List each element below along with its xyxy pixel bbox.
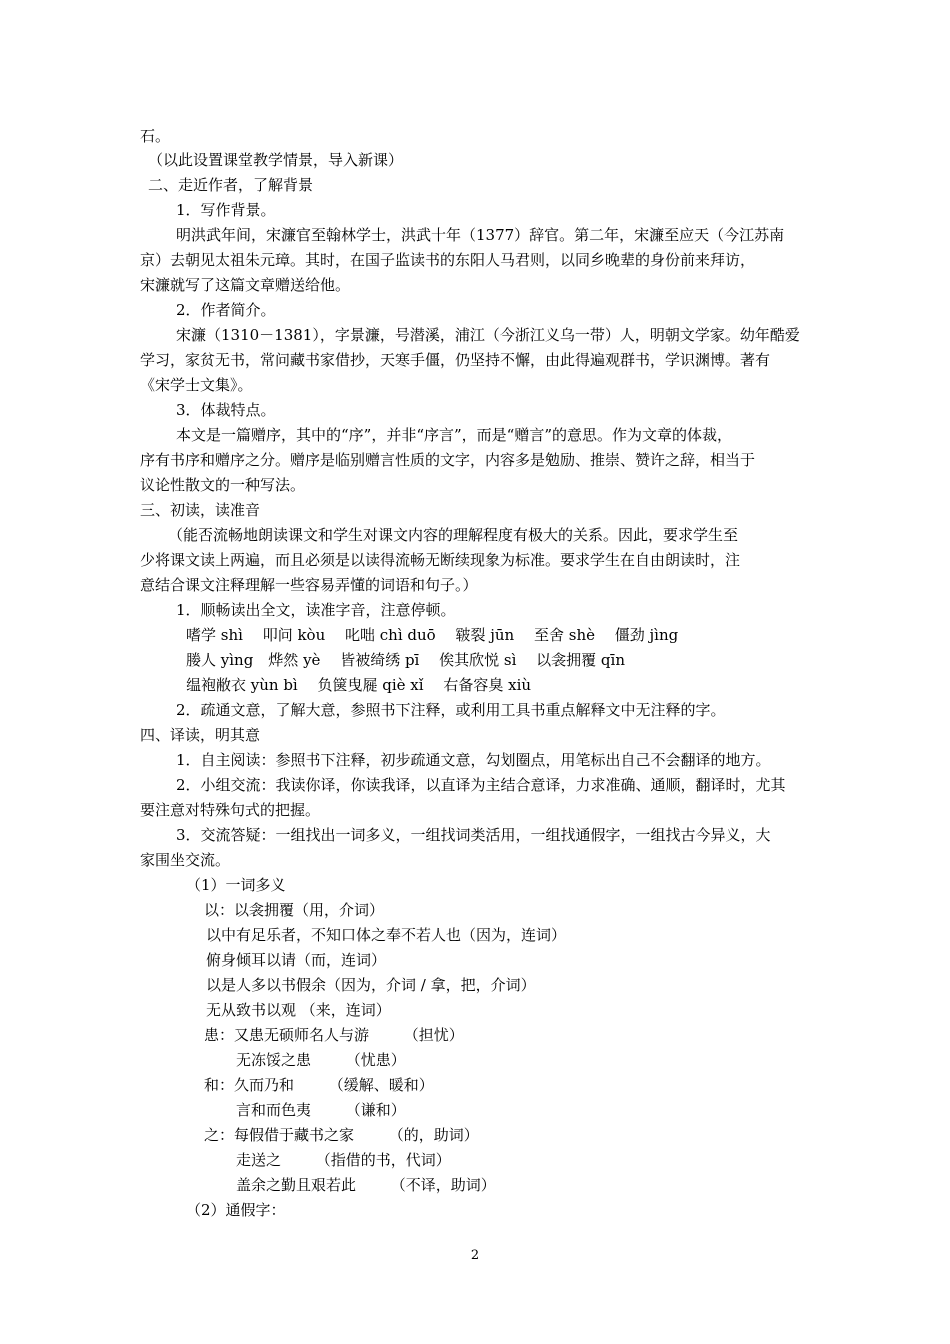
vocab-entry: 言和而色夷 （谦和） [236,1101,406,1119]
vocab-entry: 俯身倾耳以请（而，连词） [206,951,387,969]
pronunciation-line: 缊袍敝衣 yùn bì 负箧曳屣 qiè xǐ 右备容臭 xiù [186,676,532,694]
text-line: 京）去朝见太祖朱元璋。其时，在国子监读书的东阳人马君则，以同乡晚辈的身份前来拜访， [140,251,756,269]
subsection-heading: 1．顺畅读出全文，读准字音，注意停顿。 [176,601,456,619]
vocab-entry: 以是人多以书假余（因为，介词 / 拿，把，介词） [206,976,536,994]
subsection-heading: 2．作者简介。 [176,301,276,319]
text-line: 《宋学士文集》。 [140,376,253,394]
vocab-entry: 无冻馁之患 （忧患） [236,1051,406,1069]
vocab-entry: 无从致书以观 （来，连词） [206,1001,391,1019]
section-heading: 二、走近作者，了解背景 [148,176,314,194]
text-line: 宋濂就写了这篇文章赠送给他。 [140,276,351,294]
page-number: 2 [470,1248,480,1263]
pronunciation-line: 嗜学 shì 叩问 kòu 叱咄 chì duō 皲裂 jūn 至舍 shè 僵劲 jìng [186,626,679,644]
subsection-heading: 1．写作背景。 [176,201,276,219]
text-line: 序有书序和赠序之分。赠序是临别赠言性质的文字，内容多是勉励、推崇、赞许之辞，相当于 [140,451,756,469]
subsection-heading: （1）一词多义 [186,876,286,894]
text-line: 少将课文读上两遍，而且必须是以读得流畅无断续现象为标准。要求学生在自由朗读时，注 [140,551,741,569]
text-line: 学习，家贫无书，常问藏书家借抄，天寒手僵，仍坚持不懈，由此得遍观群书，学识渊博。著有 [140,351,771,369]
text-line: 明洪武年间，宋濂官至翰林学士，洪武十年（1377）辞官。第二年，宋濂至应天（今江苏南 [176,226,785,244]
vocab-entry: 走送之 （指借的书，代词） [236,1151,451,1169]
vocab-entry: 和：久而乃和 （缓解、暖和） [204,1076,434,1094]
section-heading: 三、初读，读准音 [140,501,261,519]
text-line: （以此设置课堂教学情景，导入新课） [148,151,404,169]
vocab-entry: 盖余之勤且艰若此 （不译，助词） [236,1176,496,1194]
text-line: 要注意对特殊句式的把握。 [140,801,321,819]
text-line: 2．小组交流：我读你译，你读我译，以直译为主结合意译，力求准确、通顺，翻译时，尤其 [176,776,786,794]
text-line: （能否流畅地朗读课文和学生对课文内容的理解程度有极大的关系。因此，要求学生至 [168,526,739,544]
text-line: 宋濂（1310－1381），字景濂，号潜溪，浦江（今浙江义乌一带）人，明朝文学家。幼年酷爱 [176,326,800,344]
text-line: 本文是一篇赠序，其中的“序”，并非“序言”，而是“赠言”的意思。作为文章的体裁， [176,426,733,444]
text-line: 石。 [140,127,171,145]
text-line: 1．自主阅读：参照书下注释，初步疏通文意，勾划圈点，用笔标出自己不会翻译的地方。 [176,751,771,769]
pronunciation-line: 媵人 yìng 烨然 yè 皆被绮绣 pī 俟其欣悦 sì 以衾拥覆 qīn [186,651,625,669]
vocab-entry: 以中有足乐者，不知口体之奉不若人也（因为，连词） [206,926,567,944]
text-line: 家围坐交流。 [140,851,231,869]
text-line: 2．疏通文意，了解大意，参照书下注释，或利用工具书重点解释文中无注释的字。 [176,701,726,719]
text-line: 议论性散文的一种写法。 [140,476,306,494]
text-line: 3．交流答疑：一组找出一词多义，一组找词类活用，一组找通假字，一组找古今异义，大 [176,826,771,844]
section-heading: 四、译读，明其意 [140,726,261,744]
subsection-heading: 3．体裁特点。 [176,401,276,419]
subsection-heading: （2）通假字： [186,1201,286,1219]
text-line: 意结合课文注释理解一些容易弄懂的词语和句子。） [140,576,478,594]
vocab-entry: 之：每假借于藏书之家 （的，助词） [204,1126,479,1144]
vocab-entry: 患：又患无硕师名人与游 （担忧） [204,1026,464,1044]
vocab-entry: 以：以衾拥覆（用，介词） [204,901,385,919]
